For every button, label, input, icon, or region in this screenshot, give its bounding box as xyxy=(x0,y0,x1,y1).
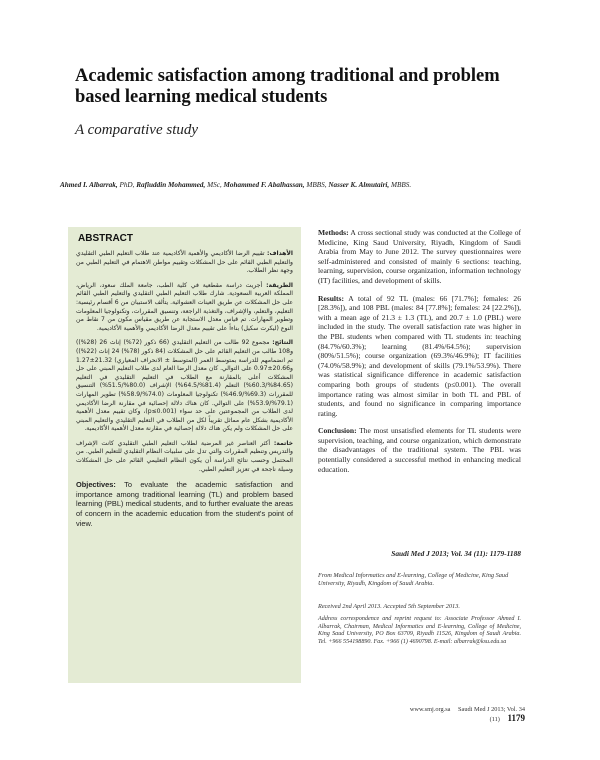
abstract-box xyxy=(68,227,301,683)
journal-citation: Saudi Med J 2013; Vol. 34 (11): 1179-1188 xyxy=(391,549,521,558)
correspondence: Address correspondence and reprint request to: Associate Professor Ahmed I. Albarrak, Chairman, Medical Informatics and E-learning, College of Medicine, King Saud University, PO Box 63709, Riyadh 11526, Kingdom of Saudi Arabia. Tel. +966 554198890. Fax. +966 (1) 4690798. E-mail: albarrak@ksu.edu.sa xyxy=(318,616,521,645)
arabic-text: أجريت دراسة مقطعية في كلية الطب، جامعة الملك سعود، الرياض، المملكة العربية السعودية. شارك طلاب التعليم الطبي التقليدي والتعليم الطبي القائم على حل المشكلات عن طريق العينات العشوائية. يتألف الاستبيان من 6 أقسام رئيسية: التعليم، والتعلم، والإشراف، والتغذية الراجعة، وتنسيق المقررات، وتكنولوجيا المعلومات وتطوير المهارات. تم قياس معدل الاستجابة عن طريق مقياس مكون من 7 نقاط من النوع (ليكرت سكيل) بناءاً على تقييم معدل الرضا الأكاديمي والأهمية الأكاديمية. xyxy=(76,281,293,332)
footer-url[interactable]: www.smj.org.sa xyxy=(409,706,451,713)
footer-citation: Saudi Med J 2013; Vol. 34 (11) xyxy=(458,706,525,723)
conclusion-text: The most unsatisfied elements for TL students were supervision, teaching, and course organization, which demonstrate the disadvantages of the traditional system. The PBL was potentially considered a successful method in enhancing medical education. xyxy=(318,426,521,474)
arabic-label: خاتمة: xyxy=(273,439,294,447)
affiliation: From Medical Informatics and E-learning, College of Medicine, King Saud University, Riyadh, Kingdom of Saudi Arabia. xyxy=(318,572,509,588)
conclusion-label: Conclusion: xyxy=(318,426,357,436)
abstract-right-column xyxy=(318,228,521,482)
arabic-text: تقييم الرضا الأكاديمي والأهمية الأكاديمية عند طلاب التعليم الطبي التقليدي والتعليم الطبي القائم على حل المشكلات وتقييم مواطن الاهتمام في التعليم الطبي من وجهة نظر الطلاب. xyxy=(76,250,293,275)
arabic-text: مجموع 92 طالب من التعليم التقليدي (66 ذكور (72%) إناث 26 (28%)) و108 طالب من التعليم القائم على حل المشكلات (84 ذكور (78%) 24 إناث (22%)) تم انضمامهم للدراسة بمتوسط العمر (المتوسط ± الانحراف المعياري) 21.32±1.27 و20.66±0.97 على التوالي. كان معدل الرضا العام لدى طلاب التعليم المبني على حل المشكلات أعلى بالمقارنة مع الطلاب في التعليم التقليدي في التعليم (84.65%/60.3%) التعلم (81.4%/64.5%) الإشراف (80.0%/51.5%) التنسيق للمقررات (69.3%/46.9%) تكنولوجيا المعلومات (74.0%/58.9%) تطوير المهارات (79.1%/53.9%) على التوالي. كان هناك دلالة إحصائية في مقارنة الرضا الأكاديمي لدى الطلاب من المجموعتين على حد سواء (p≤0.001)، وكان تقييم معدل الأهمية الأكاديمية بشكل عام مماثل تقريباً لكل من الطلاب في التعليم التقليدي والتعليم المبني على حل المشكلات ولم يكن هناك دلالة إحصائية في مقارنة معدل الأهمية الأكاديمية. xyxy=(76,339,294,433)
methods-label: Methods: xyxy=(318,228,349,237)
author-name: Ahmed I. Albarrak, xyxy=(60,181,118,189)
author-list xyxy=(60,181,580,190)
abstract-heading: ABSTRACT xyxy=(78,233,133,244)
page-number: 1179 xyxy=(507,713,525,723)
author-degree: MSc, xyxy=(207,181,222,189)
objectives-paragraph xyxy=(76,480,293,528)
arabic-conclusion xyxy=(76,440,293,474)
results-text: A total of 92 TL (males: 66 [71.7%]; females: 26 [28.3%]), and 108 PBL (males: 84 [77.8%]; females: 24 [22.2%]), with a mean age of 21.3 ± 1.3 (TL), and 20.7 ± 1.0 (PBL) were included in the study. The overall satisfaction rate was higher in the PBL students when compared with TL students in: teaching (84.7%/60.3%); learning (81.4%/64.5%); supervision (80%/51.5%); course organization (69.3%/46.9%); IT facilities (74.0%/58.9%); and development of skills (79.1%/53.9%). There was statistical significance difference in academic satisfaction comparing both groups of students (p≤0.001). The overall importance rating was almost similar in both TL and PBL of students, and found no significance in comparing importance rating. xyxy=(318,293,521,418)
results-paragraph xyxy=(318,294,521,419)
arabic-methods xyxy=(76,282,293,334)
objectives-label: Objectives: xyxy=(76,480,116,490)
author-name: Nasser K. Almutairi, xyxy=(328,181,390,189)
arabic-label: الأهداف: xyxy=(267,250,293,257)
article-title: Academic satisfaction among traditional and problem based learning medical students xyxy=(75,66,500,107)
author-degree: MBBS. xyxy=(391,181,412,189)
author-name: Rafiuddin Mohammed, xyxy=(136,181,206,189)
arabic-text: أكثر العناصر غير المرضية لطلاب التعليم الطبي التقليدي كانت الإشراف والتدريس وتنظيم المقررات والتي تدل على سلبيات النظام التقليدي للتعليم الطبي. من المحتمل وحسب نتائج الدراسة أن يكون النظام التعليمي القائم على حل المشكلات وسيلة ناجحة في تعزيز التعليم الطبي. xyxy=(76,439,293,473)
objectives-text: To evaluate the academic satisfaction and importance among traditional learning (TL) and problem based learning (PBL) medical students, and to further evaluate the areas of concern in the academic education from the student's point of view. xyxy=(76,480,293,528)
article-subtitle: A comparative study xyxy=(75,122,199,138)
conclusion-paragraph xyxy=(318,426,521,474)
author-name: Mohammed F. Abalhassan, xyxy=(223,181,305,189)
received-dates: Received 2nd April 2013. Accepted 5th September 2013. xyxy=(318,603,460,610)
author-degree: PhD, xyxy=(119,181,135,189)
arabic-objectives xyxy=(76,250,293,276)
page-footer xyxy=(400,706,525,723)
arabic-label: النتائج: xyxy=(272,339,293,347)
author-degree: MBBS, xyxy=(306,181,327,189)
arabic-label: الطريقة: xyxy=(266,281,294,289)
results-label: Results: xyxy=(318,293,344,303)
methods-text: A cross sectional study was conducted at the College of Medicine, King Saud University, Riyadh, Kingdom of Saudi Arabia from May to June 2012. The survey questionnaires were self-administered and consisted of mainly 6 sections: teaching, learning, supervision, course organization, information technology (IT) facilities, and development of skills. xyxy=(318,228,521,285)
arabic-results xyxy=(76,339,293,434)
methods-paragraph xyxy=(318,228,521,286)
